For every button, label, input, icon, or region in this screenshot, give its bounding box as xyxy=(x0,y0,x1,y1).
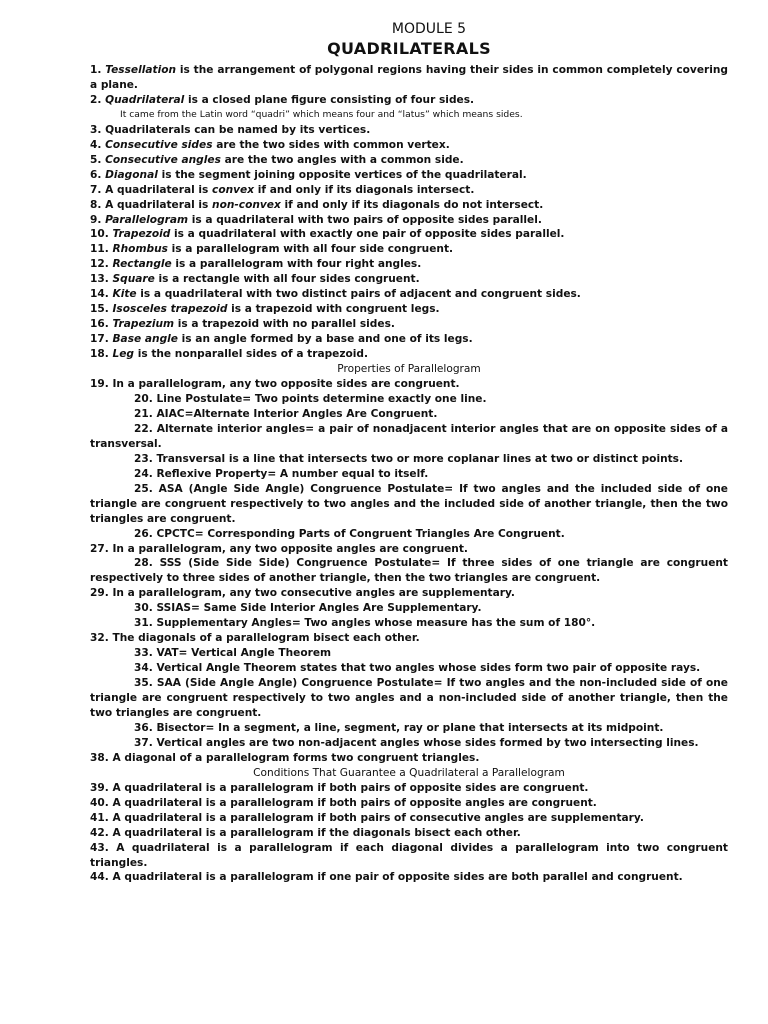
numbered-item xyxy=(90,841,728,871)
item-number: 28. xyxy=(134,557,153,570)
item-text: is a trapezoid with congruent legs. xyxy=(227,303,440,316)
item-number: 32. xyxy=(90,632,109,645)
numbered-item xyxy=(90,213,728,228)
defined-term: Trapezoid xyxy=(112,228,171,241)
defined-term: Rhombus xyxy=(112,243,168,256)
numbered-item xyxy=(90,751,728,766)
item-number: 41. xyxy=(90,811,109,824)
item-number: 17. xyxy=(90,333,109,346)
item-number: 12. xyxy=(90,258,109,271)
item-text: A quadrilateral is a parallelogram if one pair of opposite sides are both parallel and congruent. xyxy=(108,871,683,884)
defined-term: Diagonal xyxy=(105,168,158,181)
numbered-item xyxy=(90,332,728,347)
numbered-item xyxy=(90,227,728,242)
item-text: is the arrangement of polygonal regions having their sides in common completely covering a plane. xyxy=(90,64,728,91)
item-number: 23. xyxy=(134,452,153,465)
item-number: 42. xyxy=(90,826,109,839)
item-text: is a parallelogram with four right angles. xyxy=(171,258,422,271)
item-number: 6. xyxy=(90,168,102,181)
item-text: The diagonals of a parallelogram bisect each other. xyxy=(108,632,420,645)
item-text: A quadrilateral is a parallelogram if both pairs of consecutive angles are supplementary. xyxy=(108,811,644,824)
page-title: QUADRILATERALS xyxy=(327,39,491,58)
item-text-lead: A quadrilateral is xyxy=(101,183,213,196)
item-text: A quadrilateral is a parallelogram if the diagonals bisect each other. xyxy=(108,826,521,839)
item-text: is a quadrilateral with two distinct pairs of adjacent and congruent sides. xyxy=(136,288,581,301)
numbered-item xyxy=(90,467,728,482)
numbered-item xyxy=(90,422,728,452)
numbered-item xyxy=(90,347,728,362)
item-text: is the nonparallel sides of a trapezoid. xyxy=(134,348,369,361)
defined-term: non-convex xyxy=(212,198,281,211)
item-text: VAT= Vertical Angle Theorem xyxy=(152,647,332,660)
numbered-item xyxy=(90,153,728,168)
item-text: is the segment joining opposite vertices of the quadrilateral. xyxy=(157,168,527,181)
defined-term: Square xyxy=(112,273,155,286)
numbered-item xyxy=(90,287,728,302)
item-text: is a rectangle with all four sides congruent. xyxy=(154,273,420,286)
item-number: 3. xyxy=(90,123,102,136)
numbered-item xyxy=(90,646,728,661)
item-text: ASA (Angle Side Angle) Congruence Postulate= If two angles and the included side of one triangle are congruent respectively to two angles and the included side of another triangle, then the two triangles are congruent. xyxy=(90,482,728,525)
item-number: 10. xyxy=(90,228,109,241)
item-number: 37. xyxy=(134,736,153,749)
item-text: if and only if its diagonals intersect. xyxy=(254,183,475,196)
item-text: Supplementary Angles= Two angles whose measure has the sum of 180°. xyxy=(152,617,596,630)
item-number: 22. xyxy=(134,422,153,435)
numbered-item xyxy=(90,377,728,392)
item-number: 26. xyxy=(134,527,153,540)
item-text: SSIAS= Same Side Interior Angles Are Supplementary. xyxy=(152,602,482,615)
item-number: 9. xyxy=(90,213,102,226)
item-text: Quadrilaterals can be named by its vertices. xyxy=(101,123,371,136)
item-number: 43. xyxy=(90,841,109,854)
item-text: Alternate interior angles= a pair of nonadjacent interior angles that are on opposite sides of a transversal. xyxy=(90,422,728,450)
numbered-item xyxy=(90,870,728,885)
item-number: 15. xyxy=(90,303,109,316)
item-text: is a trapezoid with no parallel sides. xyxy=(174,318,395,331)
document-body xyxy=(90,63,728,885)
numbered-item xyxy=(90,242,728,257)
item-text: Vertical angles are two non-adjacent angles whose sides formed by two intersecting lines. xyxy=(152,736,699,749)
item-number: 30. xyxy=(134,602,153,615)
item-number: 33. xyxy=(134,647,153,660)
numbered-item xyxy=(90,392,728,407)
numbered-item xyxy=(90,93,728,108)
item-number: 27. xyxy=(90,542,109,555)
numbered-item xyxy=(90,317,728,332)
item-text: A quadrilateral is a parallelogram if each diagonal divides a parallelogram into two congruent triangles. xyxy=(90,841,728,869)
item-number: 7. xyxy=(90,183,102,196)
numbered-item xyxy=(90,676,728,721)
numbered-item xyxy=(90,721,728,736)
item-number: 14. xyxy=(90,288,109,301)
item-number: 29. xyxy=(90,587,109,600)
item-text: is a quadrilateral with exactly one pair of opposite sides parallel. xyxy=(170,228,565,241)
numbered-item xyxy=(90,198,728,213)
numbered-item xyxy=(90,616,728,631)
item-text: is a quadrilateral with two pairs of opposite sides parallel. xyxy=(188,213,542,226)
numbered-item xyxy=(90,736,728,751)
item-number: 36. xyxy=(134,721,153,734)
item-number: 38. xyxy=(90,751,109,764)
item-text: In a parallelogram, any two opposite sides are congruent. xyxy=(108,378,460,391)
item-number: 40. xyxy=(90,796,109,809)
numbered-item xyxy=(90,781,728,796)
item-text: AIAC=Alternate Interior Angles Are Congruent. xyxy=(152,407,438,420)
item-text: is a parallelogram with all four side congruent. xyxy=(167,243,454,256)
defined-term: Parallelogram xyxy=(105,213,189,226)
item-text: Reflexive Property= A number equal to itself. xyxy=(152,467,429,480)
defined-term: Quadrilateral xyxy=(105,93,185,106)
numbered-item xyxy=(90,586,728,601)
item-number: 21. xyxy=(134,407,153,420)
numbered-item xyxy=(90,661,728,676)
numbered-item xyxy=(90,452,728,467)
numbered-item xyxy=(90,601,728,616)
numbered-item xyxy=(90,826,728,841)
item-text: A quadrilateral is a parallelogram if both pairs of opposite sides are congruent. xyxy=(108,781,589,794)
item-number: 5. xyxy=(90,153,102,166)
defined-term: Trapezium xyxy=(112,318,175,331)
item-number: 11. xyxy=(90,243,109,256)
item-number: 8. xyxy=(90,198,102,211)
note-line: It came from the Latin word “quadri” which means four and “latus” which means sides. xyxy=(120,108,523,120)
item-number: 39. xyxy=(90,781,109,794)
defined-term: Leg xyxy=(112,348,135,361)
item-text: Line Postulate= Two points determine exactly one line. xyxy=(152,392,487,405)
item-text: Transversal is a line that intersects two or more coplanar lines at two or distinct points. xyxy=(152,452,684,465)
item-text: CPCTC= Corresponding Parts of Congruent Triangles Are Congruent. xyxy=(152,527,565,540)
item-text: is an angle formed by a base and one of its legs. xyxy=(177,333,473,346)
item-text: SAA (Side Angle Angle) Congruence Postulate= If two angles and the non-included side of one triangle are congruent respectively to two angles and a non-included side of another triangle, then the two triangles are congruent. xyxy=(90,677,728,719)
item-text: are the two angles with a common side. xyxy=(220,153,464,166)
item-text: Bisector= In a segment, a line, segment, ray or plane that intersects at its midpoint. xyxy=(152,721,664,734)
numbered-item xyxy=(90,527,728,542)
item-number: 16. xyxy=(90,318,109,331)
numbered-item xyxy=(90,796,728,811)
numbered-item xyxy=(90,257,728,272)
item-number: 13. xyxy=(90,273,109,286)
defined-term: convex xyxy=(212,183,255,196)
item-number: 19. xyxy=(90,378,109,391)
defined-term: Base angle xyxy=(112,333,178,346)
item-number: 20. xyxy=(134,392,153,405)
item-text: if and only if its diagonals do not intersect. xyxy=(280,198,544,211)
item-text: are the two sides with common vertex. xyxy=(212,138,450,151)
defined-term: Isosceles trapezoid xyxy=(112,303,228,316)
numbered-item xyxy=(90,631,728,646)
item-number: 4. xyxy=(90,138,102,151)
numbered-item xyxy=(90,168,728,183)
item-number: 2. xyxy=(90,93,102,106)
item-number: 25. xyxy=(134,482,153,495)
item-text: Vertical Angle Theorem states that two angles whose sides form two pair of opposite rays. xyxy=(152,662,701,675)
item-number: 31. xyxy=(134,617,153,630)
numbered-item xyxy=(90,138,728,153)
numbered-item xyxy=(90,811,728,826)
item-text: SSS (Side Side Side) Congruence Postulate= If three sides of one triangle are congruent respectively to three sides of another triangle, then the two triangles are congruent. xyxy=(90,557,728,585)
numbered-item xyxy=(90,556,728,586)
item-text: A quadrilateral is a parallelogram if both pairs of opposite angles are congruent. xyxy=(108,796,597,809)
item-text: In a parallelogram, any two consecutive angles are supplementary. xyxy=(108,587,515,600)
defined-term: Rectangle xyxy=(112,258,172,271)
item-number: 44. xyxy=(90,871,109,884)
item-number: 34. xyxy=(134,662,153,675)
section-heading: Properties of Parallelogram xyxy=(337,363,481,376)
item-number: 18. xyxy=(90,348,109,361)
defined-term: Tessellation xyxy=(105,64,177,76)
section-heading: Conditions That Guarantee a Quadrilateral a Parallelogram xyxy=(253,766,565,779)
item-text-lead: A quadrilateral is xyxy=(101,198,213,211)
item-number: 35. xyxy=(134,677,153,690)
numbered-item xyxy=(90,482,728,527)
item-number: 24. xyxy=(134,467,153,480)
item-number: 1. xyxy=(90,64,102,76)
numbered-item xyxy=(90,542,728,557)
numbered-item xyxy=(90,302,728,317)
defined-term: Consecutive angles xyxy=(105,153,221,166)
defined-term: Consecutive sides xyxy=(105,138,213,151)
item-text: is a closed plane figure consisting of four sides. xyxy=(184,93,475,106)
numbered-item xyxy=(90,63,728,93)
item-text: In a parallelogram, any two opposite angles are congruent. xyxy=(108,542,468,555)
numbered-item xyxy=(90,183,728,198)
defined-term: Kite xyxy=(112,288,137,301)
numbered-item xyxy=(90,272,728,287)
module-heading: MODULE 5 xyxy=(391,21,467,37)
numbered-item xyxy=(90,407,728,422)
numbered-item xyxy=(90,123,728,138)
item-text: A diagonal of a parallelogram forms two congruent triangles. xyxy=(108,751,480,764)
